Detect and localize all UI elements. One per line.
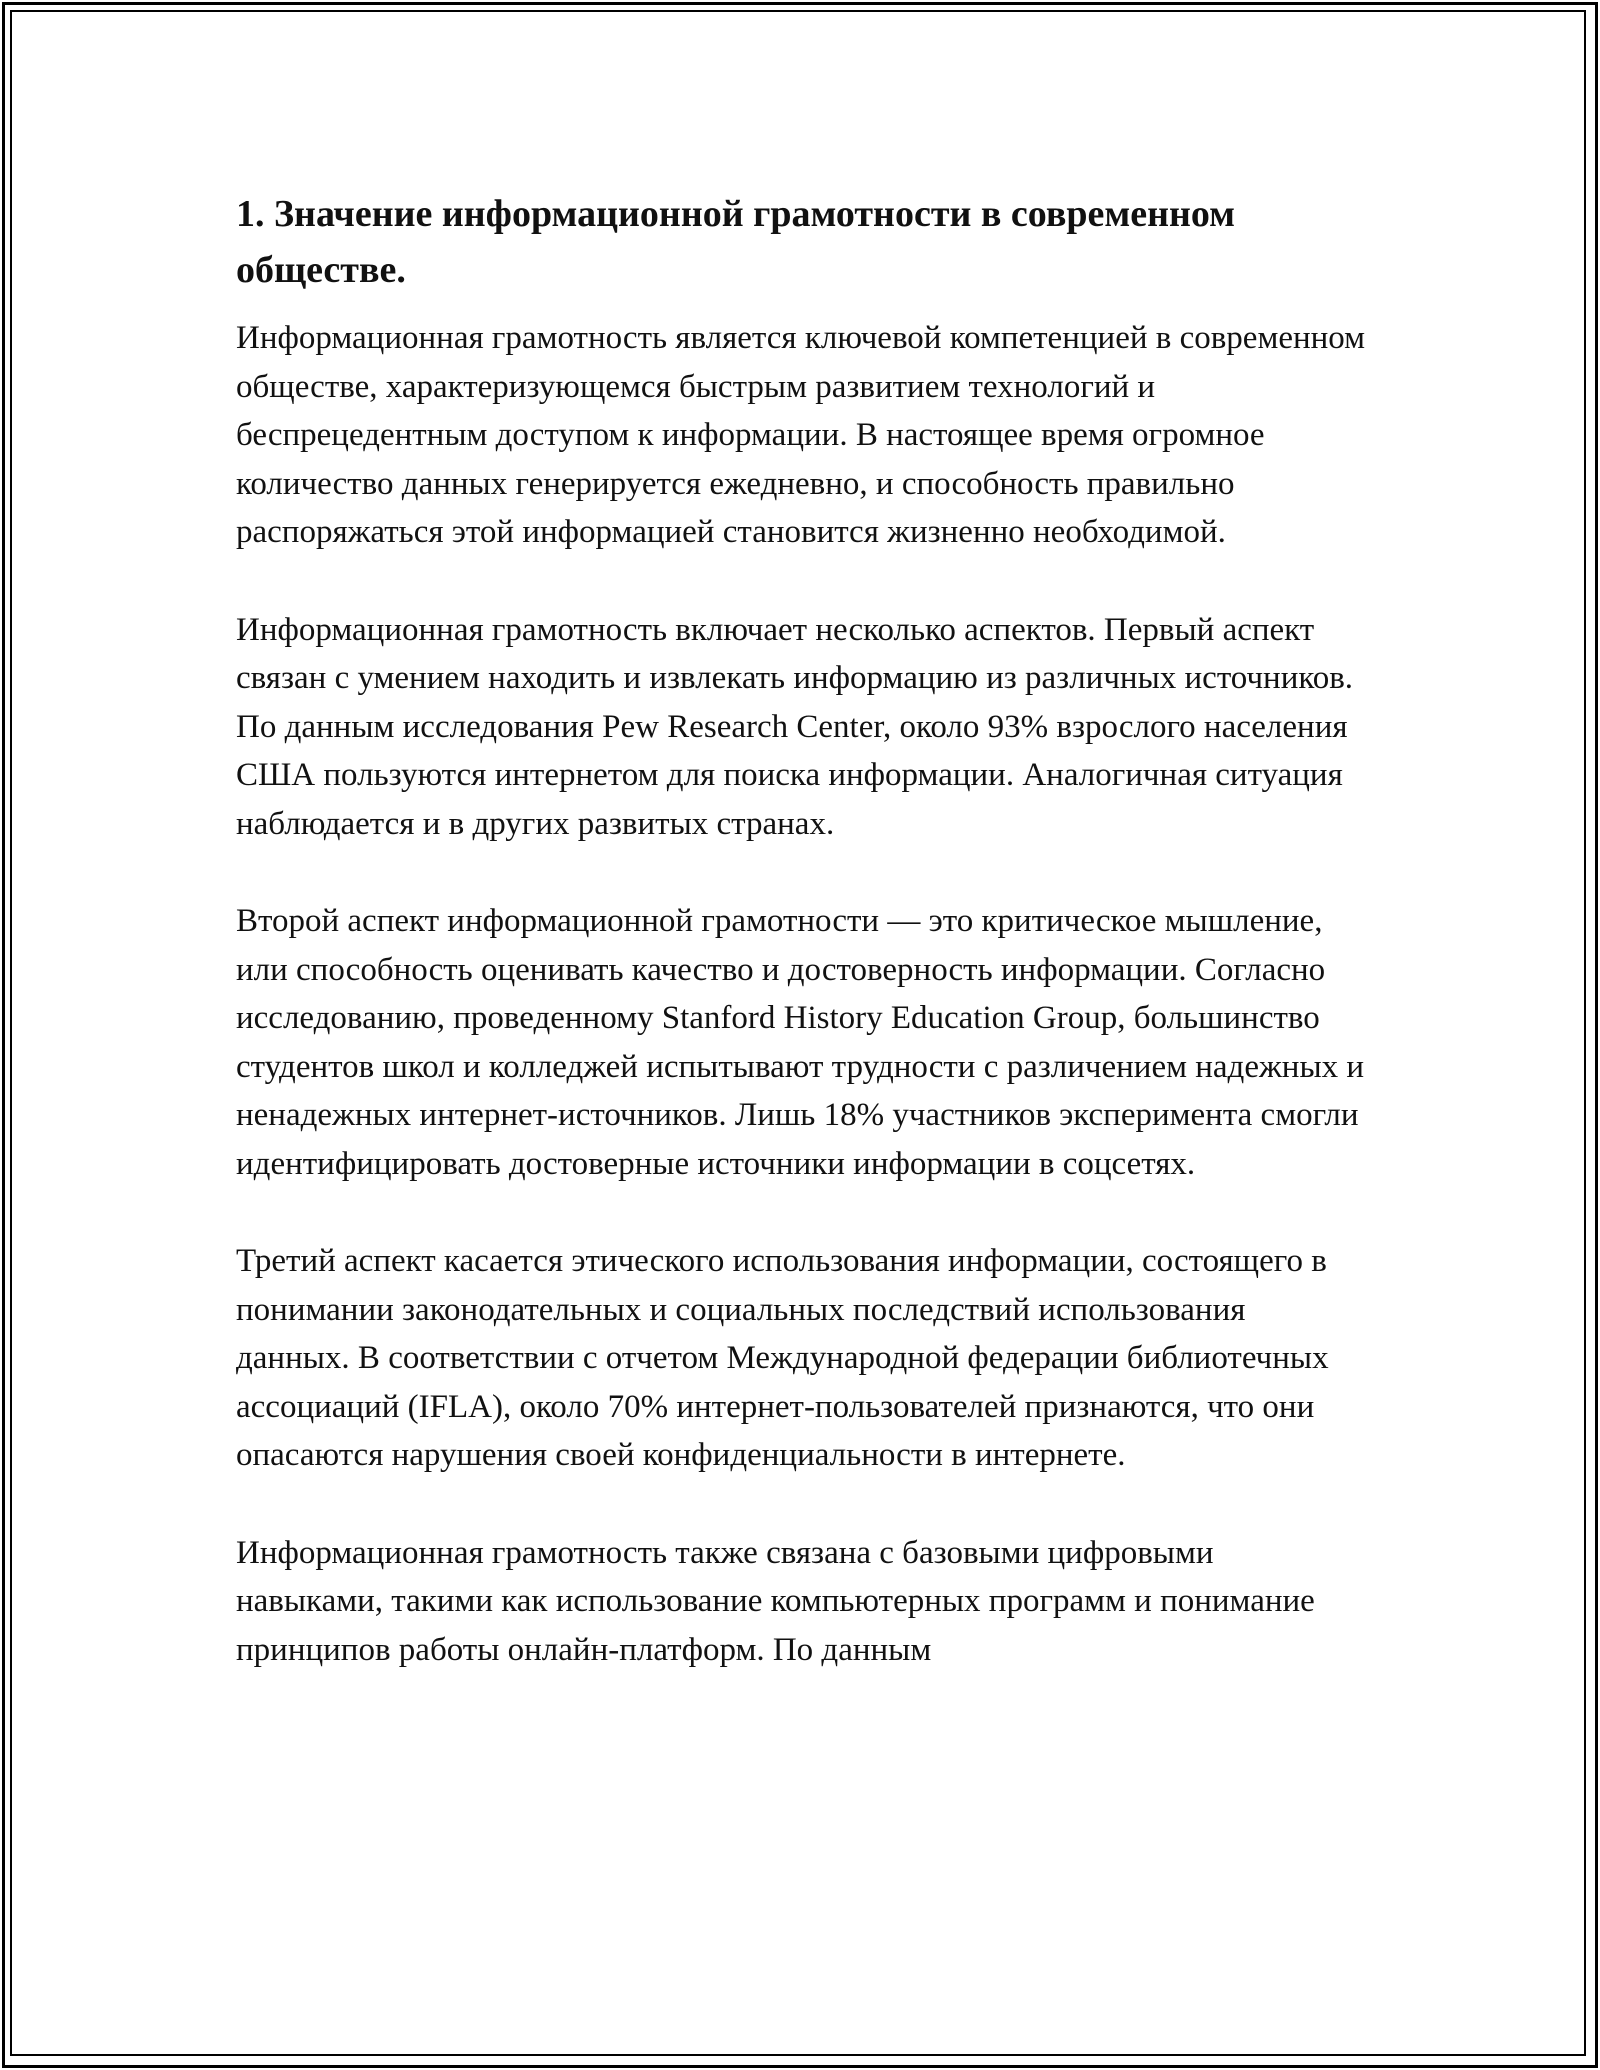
paragraph-5: Информационная грамотность также связана с базовыми цифровыми навыками, такими как использование компьютерных программ и понимание принципов работы онлайн-платформ. По данным (236, 1534, 1315, 1668)
paragraph-3: Второй аспект информационной грамотности — это критическое мышление, или способность оценивать качество и достоверность информации. Согласно исследованию, проведенному Stanford History Education Group, большинство студентов школ и колледжей испытывают трудности с различением надежных и ненадежных интернет-источников. Лишь 18% участников эксперимента смогли идентифицировать достоверные источники информации в соцсетях. (236, 903, 1365, 1182)
paragraph-1: Информационная грамотность является ключевой компетенцией в современном обществе, характеризующемся быстрым развитием технологий и беспрецедентным доступом к информации. В настоящее время огромное количество данных генерируется ежедневно, и способность правильно распоряжаться этой информацией становится жизненно необходимой. (236, 320, 1366, 550)
paragraph-4: Третий аспект касается этического использования информации, состоящего в понимании законодательных и социальных последствий использования данных. В соответствии с отчетом Международной федерации библиотечных ассоциаций (IFLA), около 70% интернет-пользователей признаются, что они опасаются нарушения своей конфиденциальности в интернете. (236, 1243, 1329, 1473)
document-body (236, 186, 1366, 1723)
paragraph-2: Информационная грамотность включает несколько аспектов. Первый аспект связан с умением находить и извлекать информацию из различных источников. По данным исследования Pew Research Center, около 93% взрослого населения США пользуются интернетом для поиска информации. Аналогичная ситуация наблюдается и в других развитых странах. (236, 611, 1354, 842)
section-heading: 1. Значение информационной грамотности в современном обществе. (236, 193, 1236, 291)
